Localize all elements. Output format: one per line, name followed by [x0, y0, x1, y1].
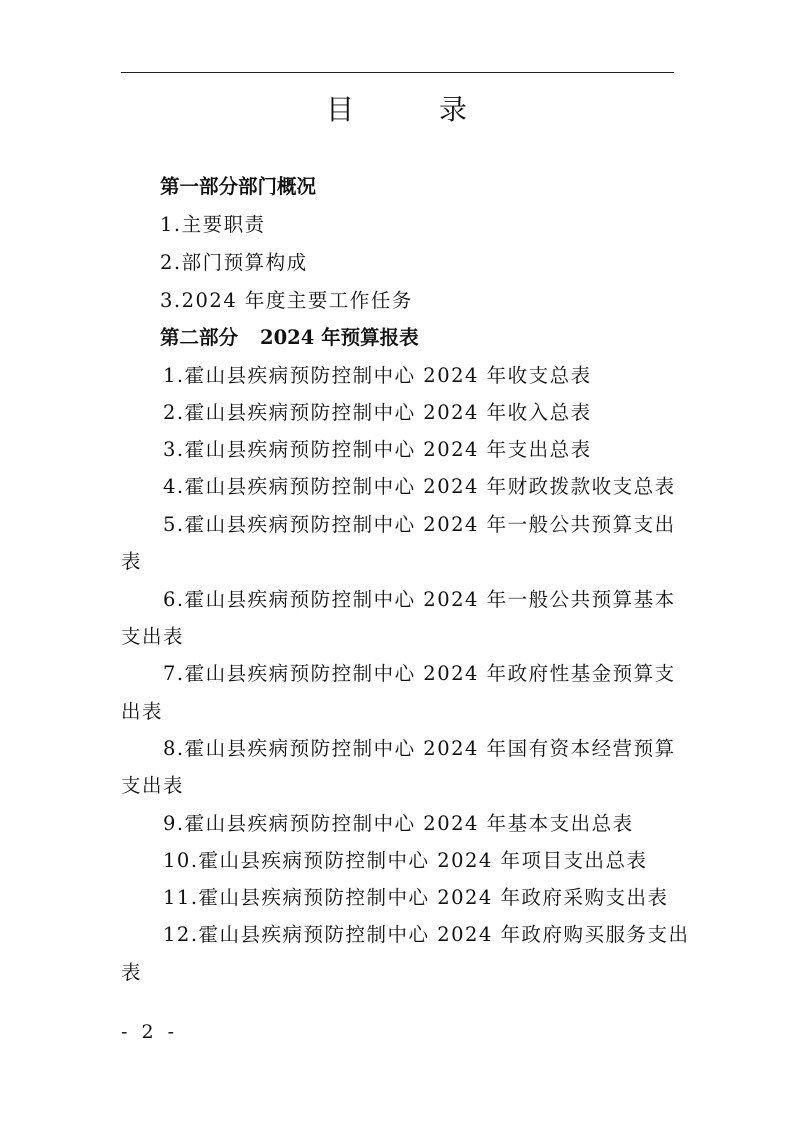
toc-item: 10.霍山县疾病预防控制中心 2024 年项目支出总表: [163, 849, 648, 872]
section-heading-part2: [160, 325, 419, 351]
toc-item: 1.主要职责: [160, 213, 266, 236]
toc-item-continuation: 表: [121, 961, 143, 984]
toc-item-continuation: 出表: [121, 700, 164, 723]
toc-item: 8.霍山县疾病预防控制中心 2024 年国有资本经营预算: [163, 737, 676, 760]
toc-item-continuation: 支出表: [121, 625, 185, 648]
section-heading-part2-label: 第二部分: [160, 326, 239, 349]
section-heading-part1: 第一部分部门概况: [160, 175, 317, 198]
toc-item: 12.霍山县疾病预防控制中心 2024 年政府购买服务支出: [163, 923, 690, 946]
page-title: 目 录: [326, 93, 505, 126]
page-number: - 2 -: [121, 1021, 179, 1043]
toc-item: 1.霍山县疾病预防控制中心 2024 年收支总表: [163, 364, 592, 387]
toc-item-continuation: 支出表: [121, 774, 185, 797]
toc-item: 6.霍山县疾病预防控制中心 2024 年一般公共预算基本: [163, 588, 676, 611]
toc-item: 5.霍山县疾病预防控制中心 2024 年一般公共预算支出: [163, 513, 676, 536]
toc-item: 3.霍山县疾病预防控制中心 2024 年支出总表: [163, 438, 592, 461]
header-rule: [121, 72, 674, 73]
toc-item: 2.部门预算构成: [160, 251, 308, 274]
toc-item: 9.霍山县疾病预防控制中心 2024 年基本支出总表: [163, 812, 634, 835]
toc-item: 7.霍山县疾病预防控制中心 2024 年政府性基金预算支: [163, 662, 676, 685]
toc-item: 2.霍山县疾病预防控制中心 2024 年收入总表: [163, 401, 592, 424]
toc-item: 3.2024 年度主要工作任务: [160, 289, 413, 312]
toc-item-continuation: 表: [121, 550, 143, 573]
section-heading-part2-title: 2024 年预算报表: [260, 326, 419, 349]
toc-item: 11.霍山县疾病预防控制中心 2024 年政府采购支出表: [163, 886, 669, 909]
toc-item: 4.霍山县疾病预防控制中心 2024 年财政拨款收支总表: [163, 475, 676, 498]
